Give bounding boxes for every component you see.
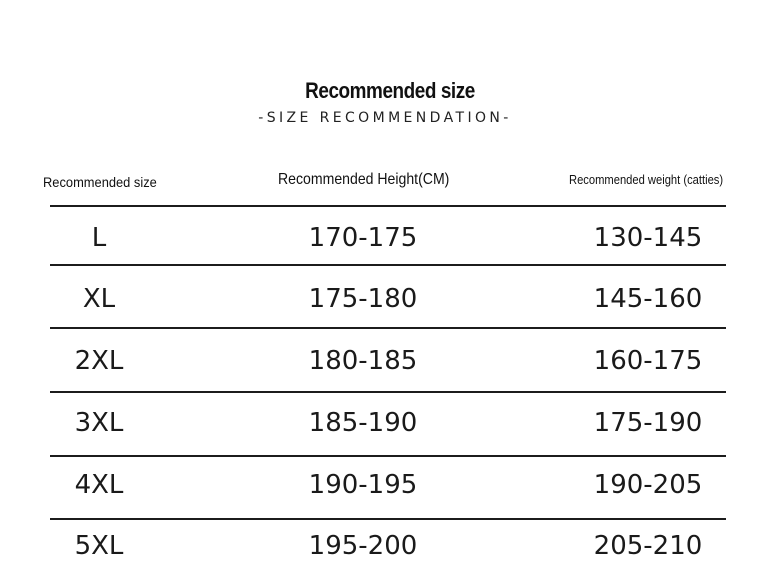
- weight-cell: 145-160: [593, 284, 703, 314]
- height-cell: 180-185: [308, 346, 418, 376]
- page-subtitle: -SIZE RECOMMENDATION-: [258, 110, 512, 126]
- header-weight: Recommended weight (catties): [569, 172, 724, 187]
- weight-cell: 130-145: [593, 223, 703, 253]
- weight-cell: 190-205: [593, 470, 703, 500]
- table-divider: [50, 205, 726, 207]
- size-cell: 3XL: [74, 408, 124, 438]
- size-cell: XL: [82, 284, 116, 314]
- size-cell: 5XL: [74, 531, 124, 561]
- table-row: [0, 456, 770, 518]
- table-row: [0, 332, 770, 394]
- height-cell: 190-195: [308, 470, 418, 500]
- header-size: Recommended size: [43, 174, 157, 190]
- table-row: [0, 394, 770, 456]
- table-divider: [50, 327, 726, 329]
- size-cell: L: [91, 223, 107, 253]
- weight-cell: 160-175: [593, 346, 703, 376]
- table-row: [0, 270, 770, 332]
- table-row: [0, 209, 770, 271]
- header-height: Recommended Height(CM): [278, 171, 450, 188]
- size-cell: 2XL: [74, 346, 124, 376]
- table-divider: [50, 391, 726, 393]
- table-divider: [50, 264, 726, 266]
- size-cell: 4XL: [74, 470, 124, 500]
- height-cell: 185-190: [308, 408, 418, 438]
- weight-cell: 205-210: [593, 531, 703, 561]
- height-cell: 195-200: [308, 531, 418, 561]
- table-row: [0, 517, 770, 579]
- weight-cell: 175-190: [593, 408, 703, 438]
- height-cell: 170-175: [308, 223, 418, 253]
- height-cell: 175-180: [308, 284, 418, 314]
- page-title: Recommended size: [305, 78, 475, 103]
